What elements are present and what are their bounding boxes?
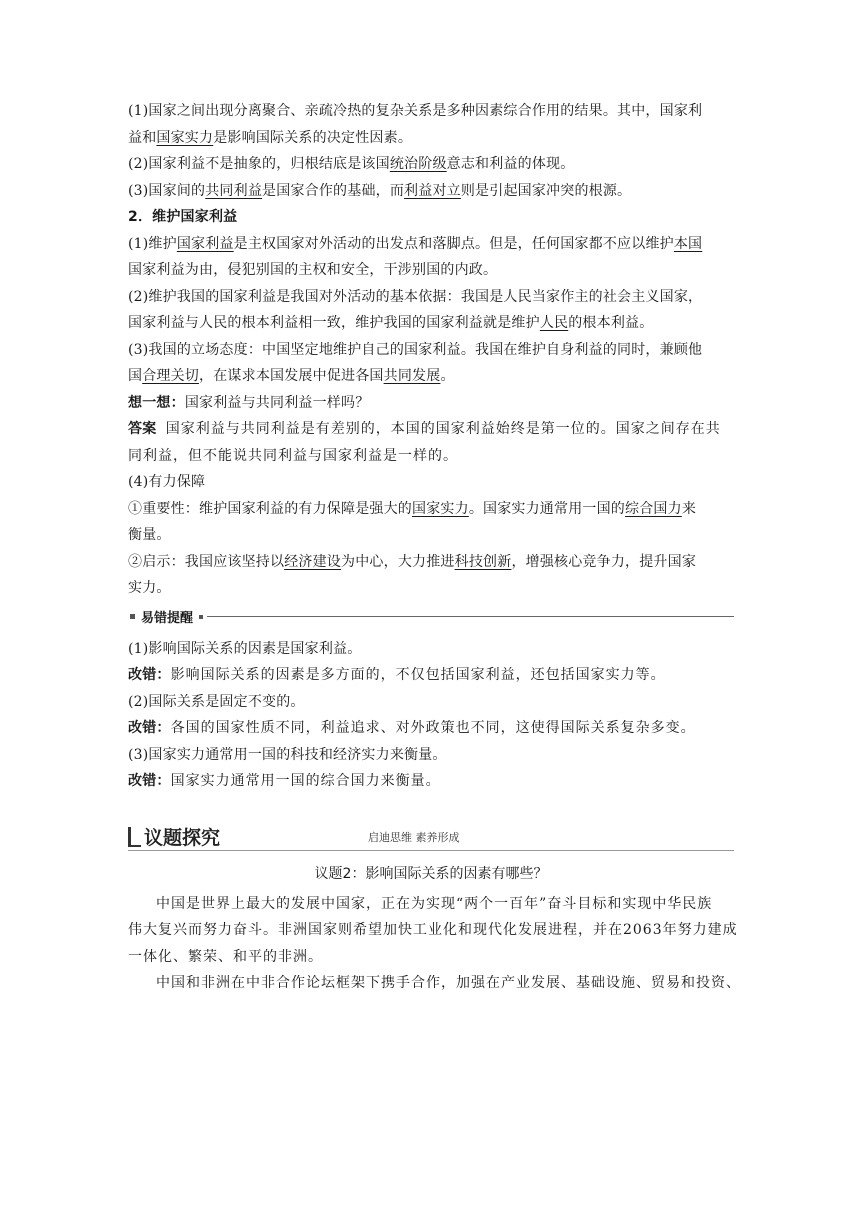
square-bullet-icon	[199, 615, 203, 619]
subsection-heading: 2．维护国家利益	[128, 209, 238, 225]
fill-answer: 统治阶级	[389, 156, 447, 172]
answer-line: 同利益，但不能说共同利益与国家利益是一样的。	[128, 447, 458, 464]
document-page	[128, 98, 741, 997]
fill-answer: 国家利益	[176, 235, 234, 252]
error-hint-title: 易错提醒	[141, 611, 194, 626]
paragraph-line: 中国是世界上最大的发展中国家，正在为实现“两个一百年”奋斗目标和实现中华民族	[156, 895, 713, 912]
paragraph-line: 国合理关切，在谋求本国发展中促进各国共同发展。	[128, 368, 455, 384]
paragraph-line: (3)我国的立场态度：中国坚定地维护自己的国家利益。我国在维护自身利益的同时，兼顾他	[128, 341, 703, 358]
paragraph-line: (3)国家间的共同利益是国家合作的基础，而利益对立则是引起国家冲突的根源。	[128, 182, 632, 199]
paragraph-line: 伟大复兴而努力奋斗。非洲国家则希望加快工业化和现代化发展进程，并在2063年努力建成	[128, 922, 738, 938]
fill-answer: 国家实力	[156, 129, 214, 146]
fill-answer: 国家实力	[412, 500, 469, 517]
paragraph-line: 益和国家实力是影响国际关系的决定性因素。	[128, 129, 413, 146]
section-header	[128, 821, 734, 851]
think-question: 想一想：国家利益与共同利益一样吗？	[128, 394, 370, 411]
divider	[128, 850, 734, 851]
hint-item: (3)国家实力通常用一国的科技和经济实力来衡量。	[128, 746, 447, 763]
paragraph-line: (4)有力保障	[128, 474, 206, 490]
answer-line: 答案 国家利益与共同利益是有差别的，本国的国家利益始终是第一位的。国家之间存在共	[128, 421, 721, 437]
paragraph-line: 实力。	[128, 580, 171, 596]
bookmark-icon	[128, 827, 141, 847]
error-hint-header	[128, 606, 734, 628]
fill-answer: 经济建设	[284, 553, 342, 570]
divider	[207, 616, 734, 617]
hint-item: (1)影响国际关系的因素是国家利益。	[128, 640, 362, 657]
paragraph-line: 衡量。	[128, 527, 171, 543]
fill-answer: 利益对立	[404, 182, 461, 199]
square-bullet-icon	[130, 614, 135, 619]
section-subtitle: 启迪思维 素养形成	[368, 830, 460, 844]
fill-answer: 科技创新	[454, 553, 512, 570]
paragraph-line: 国家利益为由，侵犯别国的主权和安全，干涉别国的内政。	[128, 262, 498, 278]
correction-line: 改错：影响国际关系的因素是多方面的，不仅包括国家利益，还包括国家实力等。	[128, 667, 666, 683]
hint-item: (2)国际关系是固定不变的。	[128, 693, 305, 710]
think-label: 想一想：	[128, 394, 185, 411]
paragraph-line: 一体化、繁荣、和平的非洲。	[128, 948, 323, 965]
paragraph-line: 中国和非洲在中非合作论坛框架下携手合作，加强在产业发展、基础设施、贸易和投资、	[156, 975, 741, 991]
paragraph-line: (2)国家利益不是抽象的，归根结底是该国统治阶级意志和利益的体现。	[128, 156, 575, 172]
section-title: 议题探究	[144, 826, 221, 849]
paragraph-line: (1)维护国家利益是主权国家对外活动的出发点和落脚点。但是，任何国家都不应以维护本国	[128, 235, 703, 252]
paragraph-line: 国家利益与人民的根本利益相一致，维护我国的国家利益就是维护人民的根本利益。	[128, 315, 654, 331]
paragraph-line: ②启示：我国应该坚持以经济建设为中心，大力推进科技创新，增强核心竞争力，提升国家	[128, 553, 697, 570]
paragraph-line: (2)维护我国的国家利益是我国对外活动的基本依据：我国是人民当家作主的社会主义国家，	[128, 288, 703, 305]
correction-line: 改错：各国的国家性质不同，利益追求、对外政策也不同，这使得国际关系复杂多变。	[128, 720, 696, 736]
fill-answer: 综合国力	[625, 500, 682, 517]
fill-answer: 本国	[673, 235, 703, 252]
fill-answer: 共同利益	[205, 182, 263, 199]
paragraph-line: (1)国家之间出现分离聚合、亲疏冷热的复杂关系是多种因素综合作用的结果。其中，国家利	[128, 103, 703, 119]
fill-answer: 人民	[539, 315, 569, 331]
answer-label: 答案	[128, 421, 157, 437]
fill-answer: 共同发展	[383, 368, 441, 384]
paragraph-line: ①重要性：维护国家利益的有力保障是强大的国家实力。国家实力通常用一国的综合国力来	[128, 500, 697, 517]
topic-title: 议题2：影响国际关系的因素有哪些？	[314, 865, 548, 882]
correction-line: 改错：国家实力通常用一国的综合国力来衡量。	[128, 773, 441, 789]
fill-answer: 合理关切	[142, 368, 200, 384]
